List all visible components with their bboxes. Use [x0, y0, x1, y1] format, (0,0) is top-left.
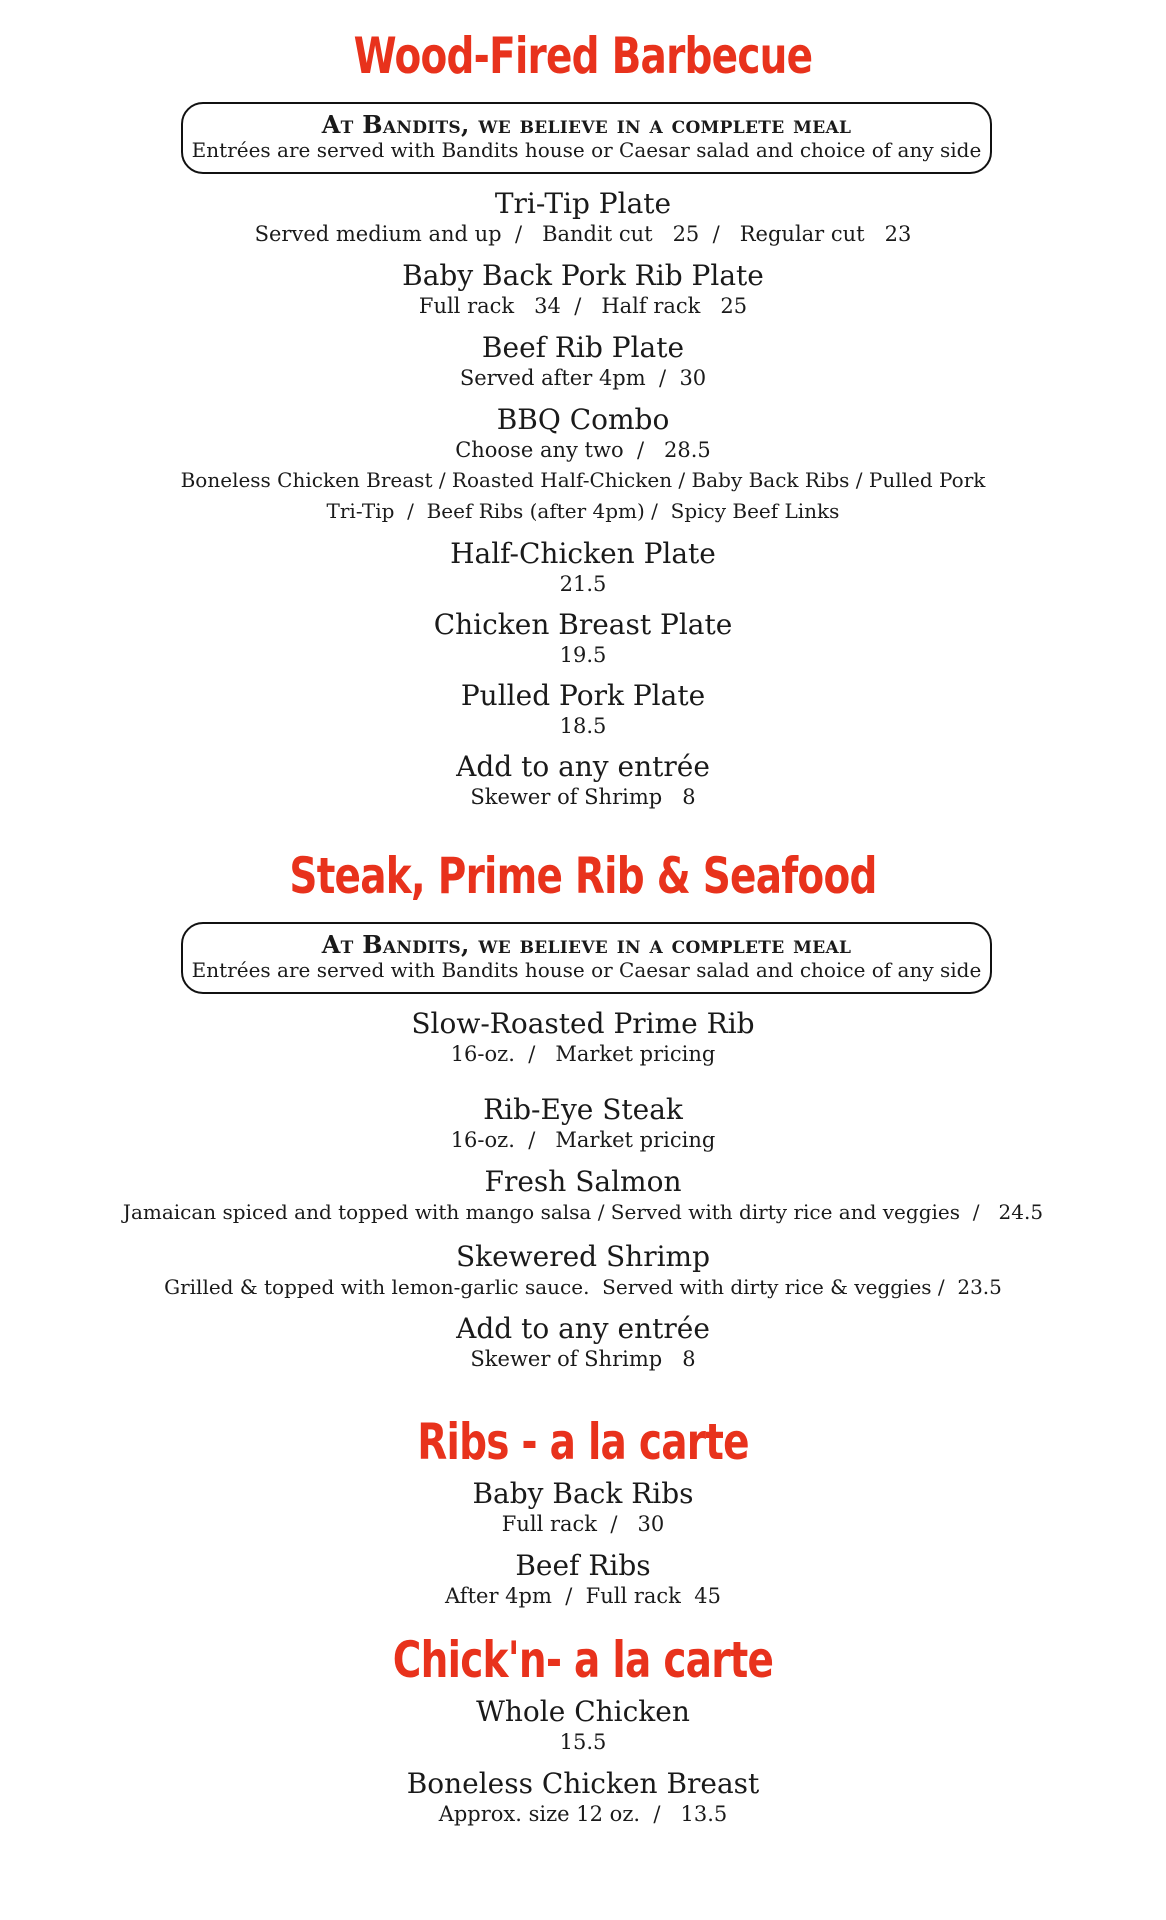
menu-item-detail: Full rack / 30 [501, 1512, 665, 1536]
menu-item-name: BBQ Combo [496, 403, 670, 436]
section-title-steak-seafood: Steak, Prime Rib & Seafood [289, 847, 877, 905]
menu-item-name: Baby Back Pork Rib Plate [402, 259, 764, 292]
menu-item-detail: Skewer of Shrimp 8 [470, 785, 696, 809]
menu-item-detail: After 4pm / Full rack 45 [445, 1584, 721, 1608]
menu-item-detail: 21.5 [559, 572, 607, 596]
menu-item-detail: Skewer of Shrimp 8 [470, 1347, 696, 1371]
complete-meal-notice [181, 102, 992, 174]
menu-item-detail: Boneless Chicken Breast / Roasted Half-Chicken / Baby Back Ribs / Pulled Pork [180, 468, 986, 492]
notice-subtitle: Entrées are served with Bandits house or Caesar salad and choice of any side [191, 958, 982, 982]
section-title-barbecue: Wood-Fired Barbecue [353, 27, 813, 85]
menu-item-detail: Approx. size 12 oz. / 13.5 [438, 1802, 728, 1826]
menu-item-name: Fresh Salmon [484, 1165, 682, 1198]
menu-item-name: Beef Rib Plate [481, 331, 685, 364]
menu-item-detail: 19.5 [559, 643, 607, 667]
menu-item-name: Slow-Roasted Prime Rib [411, 1007, 755, 1040]
menu-item-name: Boneless Chicken Breast [406, 1767, 760, 1800]
section-title-ribs: Ribs - a la carte [417, 1413, 749, 1471]
menu-item-name: Tri-Tip Plate [494, 187, 672, 220]
menu-item-detail: 18.5 [559, 714, 607, 738]
menu-item-name: Half-Chicken Plate [450, 537, 716, 570]
notice-subtitle: Entrées are served with Bandits house or Caesar salad and choice of any side [191, 138, 982, 162]
menu-item-detail: Served after 4pm / 30 [459, 366, 707, 390]
menu-item-name: Skewered Shrimp [455, 1240, 711, 1273]
menu-item-detail: 16-oz. / Market pricing [450, 1042, 716, 1066]
menu-item-detail: Served medium and up / Bandit cut 25 / Regular cut 23 [254, 222, 912, 246]
menu-item-detail: 15.5 [559, 1730, 607, 1754]
menu-item-detail: Full rack 34 / Half rack 25 [418, 294, 748, 318]
menu-item-detail: Tri-Tip / Beef Ribs (after 4pm) / Spicy Beef Links [326, 499, 840, 523]
notice-title: At Bandits, we believe in a complete meal [321, 930, 852, 959]
menu-item-name: Beef Ribs [515, 1549, 651, 1582]
notice-title: At Bandits, we believe in a complete meal [321, 110, 852, 139]
menu-item-detail: Choose any two / 28.5 [455, 438, 711, 462]
complete-meal-notice [181, 922, 992, 994]
menu-item-name: Rib-Eye Steak [483, 1093, 683, 1126]
menu-item-detail: Jamaican spiced and topped with mango salsa / Served with dirty rice and veggies / 24.5 [122, 1200, 1044, 1224]
menu-item-name: Pulled Pork Plate [460, 679, 706, 712]
menu-item-detail: Grilled & topped with lemon-garlic sauce. Served with dirty rice & veggies / 23.5 [164, 1275, 1002, 1299]
menu-item-name: Chicken Breast Plate [433, 608, 733, 641]
menu-item-detail: 16-oz. / Market pricing [450, 1128, 716, 1152]
menu-item-name: Whole Chicken [476, 1695, 690, 1728]
menu-item-name: Add to any entrée [456, 750, 710, 783]
menu-item-name: Add to any entrée [456, 1312, 710, 1345]
section-title-chicken: Chick'n- a la carte [392, 1631, 774, 1689]
menu-item-name: Baby Back Ribs [472, 1477, 694, 1510]
